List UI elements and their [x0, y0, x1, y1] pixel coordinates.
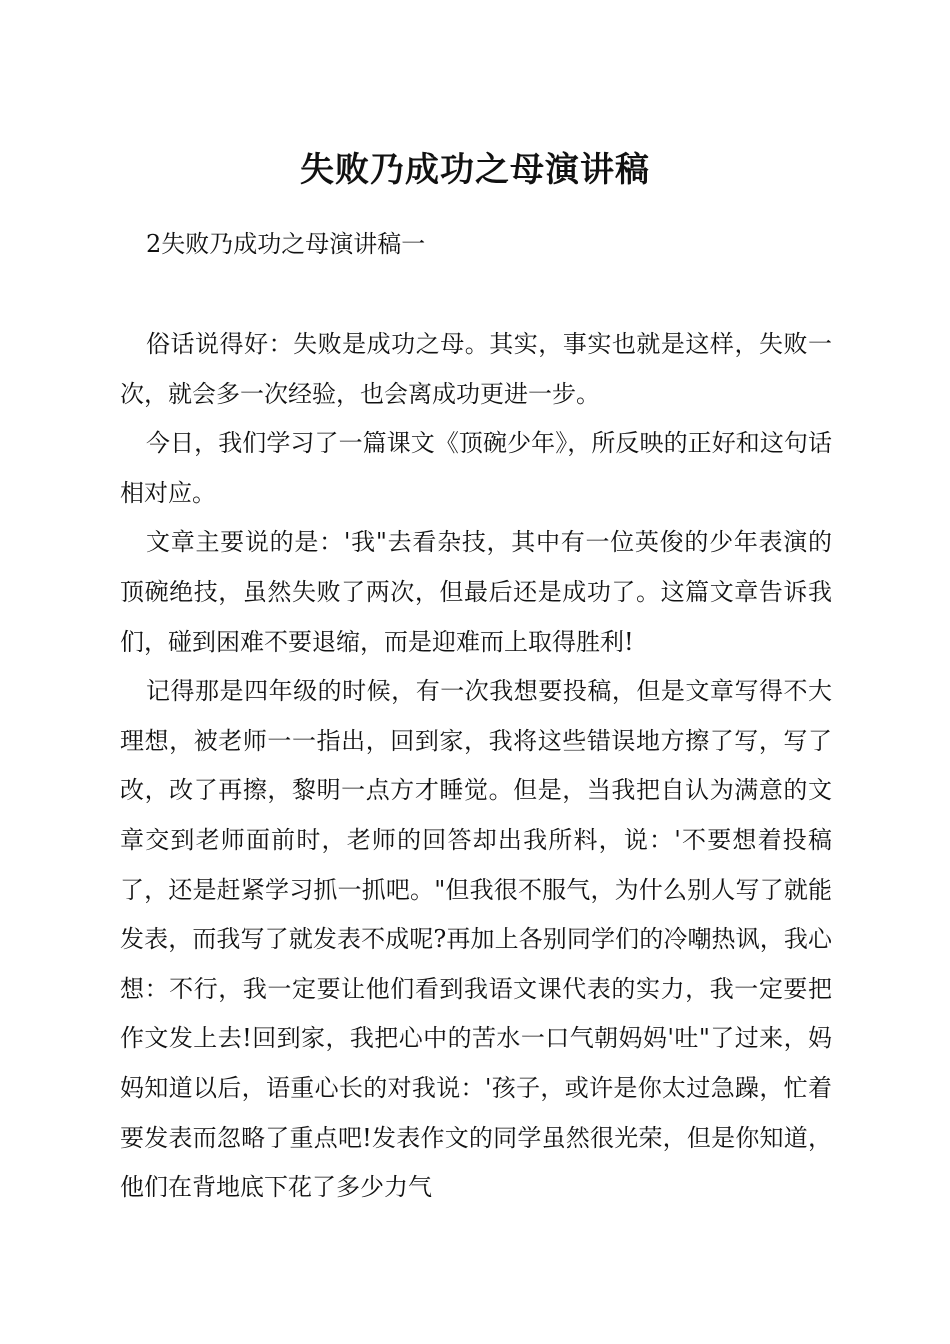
paragraph-4: 记得那是四年级的时候，有一次我想要投稿，但是文章写得不大理想，被老师一一指出，回到家，我将这些错误地方擦了写，写了改，改了再擦，黎明一点方才睡觉。但是，当我把自认为满意的文章交到老师面前时，老师的回答却出我所料，说：'不要想着投稿了，还是赶紧学习抓一抓吧。"但我很不服气，为什么别人写了就能发表，而我写了就发表不成呢?再加上各别同学们的冷嘲热讽，我心想：不行，我一定要让他们看到我语文课代表的实力，我一定要把作文发上去!回到家，我把心中的苦水一口气朝妈妈'吐"了过来，妈妈知道以后，语重心长的对我说：'孩子，或许是你太过急躁，忙着要发表而忽略了重点吧!发表作文的同学虽然很光荣，但是你知道，他们在背地底下花了多少力气 — [120, 677, 832, 1202]
paragraph-3: 文章主要说的是：'我"去看杂技，其中有一位英俊的少年表演的顶碗绝技，虽然失败了两次，但最后还是成功了。这篇文章告诉我们，碰到困难不要退缩，而是迎难而上取得胜利! — [120, 528, 832, 656]
document-title: 失败乃成功之母演讲稿 — [300, 150, 650, 190]
document-body — [120, 320, 832, 1213]
paragraph-2: 今日，我们学习了一篇课文《顶碗少年》，所反映的正好和这句话相对应。 — [120, 429, 832, 507]
paragraph-1: 俗话说得好：失败是成功之母。其实，事实也就是这样，失败一次，就会多一次经验，也会离成功更进一步。 — [120, 330, 832, 408]
document-subtitle: 2失败乃成功之母演讲稿一 — [146, 230, 426, 258]
